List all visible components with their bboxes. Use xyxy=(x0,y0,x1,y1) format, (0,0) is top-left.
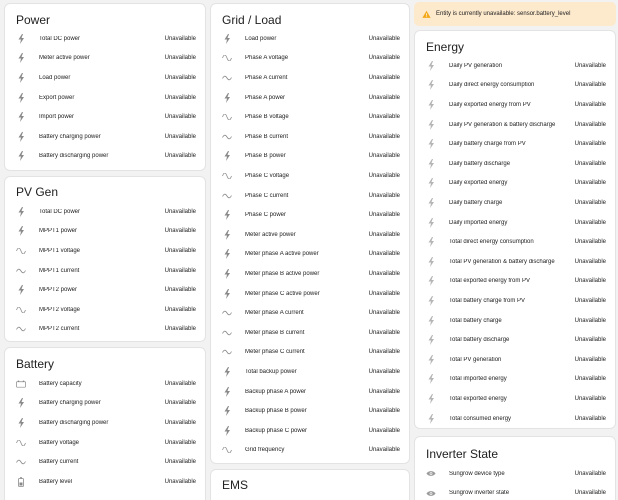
entity-row[interactable] xyxy=(5,413,205,433)
entity-state: Unavailable xyxy=(368,251,400,258)
entity-state: Unavailable xyxy=(164,55,196,62)
bolt-icon xyxy=(16,285,26,295)
entity-state: Unavailable xyxy=(574,101,606,108)
entity-state: Unavailable xyxy=(368,192,400,199)
entity-row[interactable] xyxy=(5,300,205,320)
entity-row[interactable] xyxy=(211,284,409,304)
flash-icon xyxy=(426,296,436,306)
card-title: Grid / Load xyxy=(222,13,282,27)
entity-row[interactable] xyxy=(211,147,409,167)
entity-state: Unavailable xyxy=(574,317,606,324)
entity-row[interactable] xyxy=(415,115,615,135)
flash-icon xyxy=(426,374,436,384)
entity-state: Unavailable xyxy=(574,160,606,167)
entity-name: Import power xyxy=(39,114,75,121)
entity-state: Unavailable xyxy=(368,153,400,160)
entity-state: Unavailable xyxy=(164,74,196,81)
entity-row[interactable] xyxy=(415,76,615,96)
current-wave-icon xyxy=(222,73,232,83)
bolt-icon xyxy=(16,73,26,83)
sine-wave-icon xyxy=(16,305,26,315)
entity-state: Unavailable xyxy=(574,239,606,246)
entity-row[interactable] xyxy=(415,291,615,311)
entity-state: Unavailable xyxy=(164,247,196,254)
entity-name: Daily PV generation xyxy=(449,62,503,69)
entity-row[interactable] xyxy=(211,49,409,69)
current-wave-icon xyxy=(222,347,232,357)
flash-icon xyxy=(426,335,436,345)
entity-name: Daily direct energy consumption xyxy=(449,82,535,89)
entity-row[interactable] xyxy=(211,29,409,49)
warning-text: Entity is currently unavailable: sensor.battery_level xyxy=(436,11,571,17)
entity-name: Total exported energy from PV xyxy=(449,278,531,285)
entity-row[interactable] xyxy=(415,350,615,370)
entity-name: Phase C voltage xyxy=(245,172,290,179)
entity-name: MPPT2 voltage xyxy=(39,306,81,313)
battery-level-icon xyxy=(16,477,26,487)
entity-name: Daily PV generation & battery discharge xyxy=(449,121,556,128)
flash-icon xyxy=(426,218,436,228)
entity-name: Total DC power xyxy=(39,208,81,215)
entity-row[interactable] xyxy=(5,88,205,108)
entity-name: MPPT2 current xyxy=(39,326,80,333)
entity-row[interactable] xyxy=(5,452,205,472)
entity-name: Daily imported energy xyxy=(449,219,508,226)
entity-row[interactable] xyxy=(5,320,205,340)
entity-name: Meter active power xyxy=(245,231,296,238)
entity-row[interactable] xyxy=(415,252,615,272)
entity-state: Unavailable xyxy=(368,427,400,434)
bolt-icon xyxy=(16,151,26,161)
bolt-icon xyxy=(222,426,232,436)
entity-name: Phase A power xyxy=(245,94,286,101)
entity-row[interactable] xyxy=(5,68,205,88)
entity-state: Unavailable xyxy=(574,490,606,497)
unavailable-warning xyxy=(414,2,616,26)
entity-row[interactable] xyxy=(5,280,205,300)
current-wave-icon xyxy=(222,191,232,201)
entity-row[interactable] xyxy=(415,464,615,484)
entity-name: Total battery discharge xyxy=(449,337,510,344)
flash-icon xyxy=(426,139,436,149)
entity-row[interactable] xyxy=(415,95,615,115)
flash-icon xyxy=(426,120,436,130)
entity-state: Unavailable xyxy=(368,74,400,81)
entity-state: Unavailable xyxy=(368,349,400,356)
entity-name: Load power xyxy=(245,35,277,42)
entity-name: Backup phase C power xyxy=(245,427,308,434)
flash-icon xyxy=(426,198,436,208)
entity-row[interactable] xyxy=(211,205,409,225)
entity-state: Unavailable xyxy=(368,94,400,101)
entity-state: Unavailable xyxy=(164,478,196,485)
bolt-icon xyxy=(222,151,232,161)
flash-icon xyxy=(426,257,436,267)
entity-name: Meter phase B active power xyxy=(245,270,320,277)
entity-name: Total imported energy xyxy=(449,376,507,383)
entity-state: Unavailable xyxy=(574,82,606,89)
entity-state: Unavailable xyxy=(574,415,606,422)
bolt-icon xyxy=(16,398,26,408)
current-wave-icon xyxy=(16,266,26,276)
entity-name: Meter active power xyxy=(39,55,90,62)
entity-state: Unavailable xyxy=(368,447,400,454)
entity-state: Unavailable xyxy=(368,388,400,395)
entity-state: Unavailable xyxy=(164,459,196,466)
card-title: Energy xyxy=(426,40,465,54)
card-title: PV Gen xyxy=(16,185,59,199)
entity-name: Phase C current xyxy=(245,192,289,199)
entity-state: Unavailable xyxy=(574,278,606,285)
entity-name: Battery charging power xyxy=(39,133,101,140)
bolt-icon xyxy=(222,93,232,103)
entity-row[interactable] xyxy=(5,127,205,147)
entity-row[interactable] xyxy=(415,174,615,194)
entity-row[interactable] xyxy=(415,134,615,154)
entity-row[interactable] xyxy=(211,127,409,147)
bolt-icon xyxy=(16,207,26,217)
entity-state: Unavailable xyxy=(164,133,196,140)
entity-state: Unavailable xyxy=(368,231,400,238)
entity-row[interactable] xyxy=(211,186,409,206)
card-title: EMS xyxy=(222,478,249,492)
current-wave-icon xyxy=(222,308,232,318)
entity-state: Unavailable xyxy=(574,199,606,206)
flash-icon xyxy=(426,414,436,424)
entity-name: Meter phase C active power xyxy=(245,290,320,297)
entity-name: Total exported energy xyxy=(449,395,507,402)
entity-name: Phase A current xyxy=(245,74,288,81)
inverter-state-card xyxy=(414,436,616,500)
entity-row[interactable] xyxy=(5,49,205,69)
entity-row[interactable] xyxy=(5,147,205,167)
entity-name: Grid frequency xyxy=(245,447,285,454)
entity-state: Unavailable xyxy=(368,408,400,415)
entity-name: Phase B power xyxy=(245,153,286,160)
entity-name: Total battery charge xyxy=(449,317,502,324)
entity-name: Phase A voltage xyxy=(245,55,289,62)
entity-name: Total PV generation & battery discharge xyxy=(449,258,555,265)
entity-row[interactable] xyxy=(211,88,409,108)
entity-name: Export power xyxy=(39,94,75,101)
entity-name: MPPT2 power xyxy=(39,287,78,294)
entity-state: Unavailable xyxy=(368,114,400,121)
entity-row[interactable] xyxy=(211,401,409,421)
entity-state: Unavailable xyxy=(164,35,196,42)
bolt-icon xyxy=(222,230,232,240)
entity-row[interactable] xyxy=(211,225,409,245)
entity-name: MPPT1 power xyxy=(39,228,78,235)
entity-state: Unavailable xyxy=(164,287,196,294)
entity-row[interactable] xyxy=(415,56,615,76)
power-card xyxy=(4,3,206,171)
entity-state: Unavailable xyxy=(574,219,606,226)
entity-name: Total PV generation xyxy=(449,356,502,363)
entity-name: Backup phase A power xyxy=(245,388,307,395)
entity-row[interactable] xyxy=(415,213,615,233)
entity-row[interactable] xyxy=(5,29,205,49)
bolt-icon xyxy=(222,34,232,44)
flash-icon xyxy=(426,355,436,365)
entity-name: Phase B voltage xyxy=(245,114,289,121)
entity-state: Unavailable xyxy=(574,62,606,69)
entity-name: Battery level xyxy=(39,478,73,485)
entity-name: Daily battery charge from PV xyxy=(449,141,526,148)
entity-state: Unavailable xyxy=(164,114,196,121)
entity-row[interactable] xyxy=(211,303,409,323)
entity-row[interactable] xyxy=(211,421,409,441)
energy-card xyxy=(414,30,616,429)
entity-row[interactable] xyxy=(5,222,205,242)
bolt-icon xyxy=(16,53,26,63)
entity-name: Battery capacity xyxy=(39,380,82,387)
bolt-icon xyxy=(16,112,26,122)
entity-name: Sungrow device type xyxy=(449,470,505,477)
entity-name: Battery voltage xyxy=(39,439,80,446)
warning-icon xyxy=(422,10,431,19)
entity-state: Unavailable xyxy=(574,121,606,128)
entity-state: Unavailable xyxy=(164,153,196,160)
entity-state: Unavailable xyxy=(574,356,606,363)
entity-name: Load power xyxy=(39,74,71,81)
entity-row[interactable] xyxy=(415,232,615,252)
bolt-icon xyxy=(222,249,232,259)
entity-name: Daily battery discharge xyxy=(449,160,511,167)
entity-row[interactable] xyxy=(211,362,409,382)
bolt-icon xyxy=(222,387,232,397)
entity-name: Battery discharging power xyxy=(39,419,109,426)
flash-icon xyxy=(426,61,436,71)
entity-row[interactable] xyxy=(415,409,615,429)
bolt-icon xyxy=(16,132,26,142)
entity-row[interactable] xyxy=(415,311,615,331)
bolt-icon xyxy=(222,406,232,416)
flash-icon xyxy=(426,80,436,90)
entity-name: Meter phase A active power xyxy=(245,251,319,258)
entity-row[interactable] xyxy=(415,154,615,174)
flash-icon xyxy=(426,237,436,247)
entity-state: Unavailable xyxy=(574,141,606,148)
ems-card xyxy=(210,469,410,500)
entity-name: Phase B current xyxy=(245,133,289,140)
entity-state: Unavailable xyxy=(164,400,196,407)
entity-state: Unavailable xyxy=(574,297,606,304)
entity-name: Meter phase B current xyxy=(245,329,305,336)
entity-name: Total DC power xyxy=(39,35,81,42)
sine-wave-icon xyxy=(16,438,26,448)
entity-state: Unavailable xyxy=(574,395,606,402)
entity-row[interactable] xyxy=(5,107,205,127)
entity-name: Total backup power xyxy=(245,368,297,375)
entity-name: Sungrow inverter state xyxy=(449,490,510,497)
pvgen-card xyxy=(4,176,206,342)
bolt-icon xyxy=(16,93,26,103)
flash-icon xyxy=(426,178,436,188)
entity-state: Unavailable xyxy=(368,55,400,62)
flash-icon xyxy=(426,276,436,286)
flash-icon xyxy=(426,100,436,110)
entity-row[interactable] xyxy=(415,370,615,390)
entity-row[interactable] xyxy=(5,394,205,414)
entity-state: Unavailable xyxy=(164,419,196,426)
entity-name: MPPT1 current xyxy=(39,267,80,274)
bolt-icon xyxy=(222,367,232,377)
current-wave-icon xyxy=(222,328,232,338)
entity-state: Unavailable xyxy=(164,439,196,446)
entity-row[interactable] xyxy=(211,264,409,284)
bolt-icon xyxy=(16,418,26,428)
eye-icon xyxy=(426,488,436,498)
entity-row[interactable] xyxy=(5,433,205,453)
entity-name: Backup phase B power xyxy=(245,408,307,415)
entity-row[interactable] xyxy=(5,202,205,222)
entity-state: Unavailable xyxy=(368,172,400,179)
sine-wave-icon xyxy=(222,112,232,122)
entity-state: Unavailable xyxy=(164,326,196,333)
bolt-icon xyxy=(16,226,26,236)
sine-wave-icon xyxy=(222,53,232,63)
entity-state: Unavailable xyxy=(368,35,400,42)
entity-row[interactable] xyxy=(415,272,615,292)
entity-row[interactable] xyxy=(5,241,205,261)
bolt-icon xyxy=(222,210,232,220)
flash-icon xyxy=(426,394,436,404)
entity-row[interactable] xyxy=(211,68,409,88)
sine-wave-icon xyxy=(222,171,232,181)
entity-row[interactable] xyxy=(211,441,409,461)
flash-icon xyxy=(426,159,436,169)
entity-name: Phase C power xyxy=(245,212,287,219)
card-title: Battery xyxy=(16,357,55,371)
entity-row[interactable] xyxy=(211,323,409,343)
entity-state: Unavailable xyxy=(368,310,400,317)
entity-state: Unavailable xyxy=(368,329,400,336)
entity-name: Total direct energy consumption xyxy=(449,239,534,246)
entity-row[interactable] xyxy=(415,389,615,409)
battery-icon xyxy=(16,379,26,389)
bolt-icon xyxy=(16,34,26,44)
entity-state: Unavailable xyxy=(574,376,606,383)
entity-name: Battery charging power xyxy=(39,400,101,407)
current-wave-icon xyxy=(16,324,26,334)
entity-state: Unavailable xyxy=(164,306,196,313)
entity-state: Unavailable xyxy=(574,180,606,187)
entity-name: Daily exported energy from PV xyxy=(449,101,531,108)
entity-state: Unavailable xyxy=(574,258,606,265)
card-title: Power xyxy=(16,13,51,27)
entity-state: Unavailable xyxy=(164,380,196,387)
entity-name: Daily exported energy xyxy=(449,180,508,187)
entity-state: Unavailable xyxy=(368,290,400,297)
sine-wave-icon xyxy=(222,445,232,455)
entity-row[interactable] xyxy=(415,484,615,500)
entity-state: Unavailable xyxy=(368,368,400,375)
entity-name: Total battery charge from PV xyxy=(449,297,526,304)
grid-load-card xyxy=(210,3,410,464)
entity-name: Battery discharging power xyxy=(39,153,109,160)
entity-row[interactable] xyxy=(415,330,615,350)
entity-row[interactable] xyxy=(211,166,409,186)
entity-state: Unavailable xyxy=(164,94,196,101)
entity-name: Total consumed energy xyxy=(449,415,512,422)
current-wave-icon xyxy=(222,132,232,142)
entity-row[interactable] xyxy=(5,472,205,492)
entity-row[interactable] xyxy=(211,382,409,402)
entity-row[interactable] xyxy=(211,107,409,127)
bolt-icon xyxy=(222,269,232,279)
eye-icon xyxy=(426,469,436,479)
entity-state: Unavailable xyxy=(164,228,196,235)
entity-name: Meter phase C current xyxy=(245,349,305,356)
current-wave-icon xyxy=(16,457,26,467)
entity-row[interactable] xyxy=(415,193,615,213)
entity-row[interactable] xyxy=(5,261,205,281)
entity-state: Unavailable xyxy=(574,337,606,344)
entity-name: Daily battery charge xyxy=(449,199,503,206)
bolt-icon xyxy=(222,289,232,299)
card-title: Inverter State xyxy=(426,447,499,461)
entity-state: Unavailable xyxy=(574,470,606,477)
entity-row[interactable] xyxy=(211,245,409,265)
sine-wave-icon xyxy=(16,246,26,256)
entity-state: Unavailable xyxy=(164,208,196,215)
entity-name: MPPT1 voltage xyxy=(39,247,81,254)
entity-name: Battery current xyxy=(39,459,79,466)
entity-name: Meter phase A current xyxy=(245,310,304,317)
battery-card xyxy=(4,347,206,500)
entity-state: Unavailable xyxy=(368,270,400,277)
flash-icon xyxy=(426,316,436,326)
entity-state: Unavailable xyxy=(368,212,400,219)
entity-row[interactable] xyxy=(5,374,205,394)
entity-state: Unavailable xyxy=(164,267,196,274)
entity-state: Unavailable xyxy=(368,133,400,140)
entity-row[interactable] xyxy=(211,343,409,363)
